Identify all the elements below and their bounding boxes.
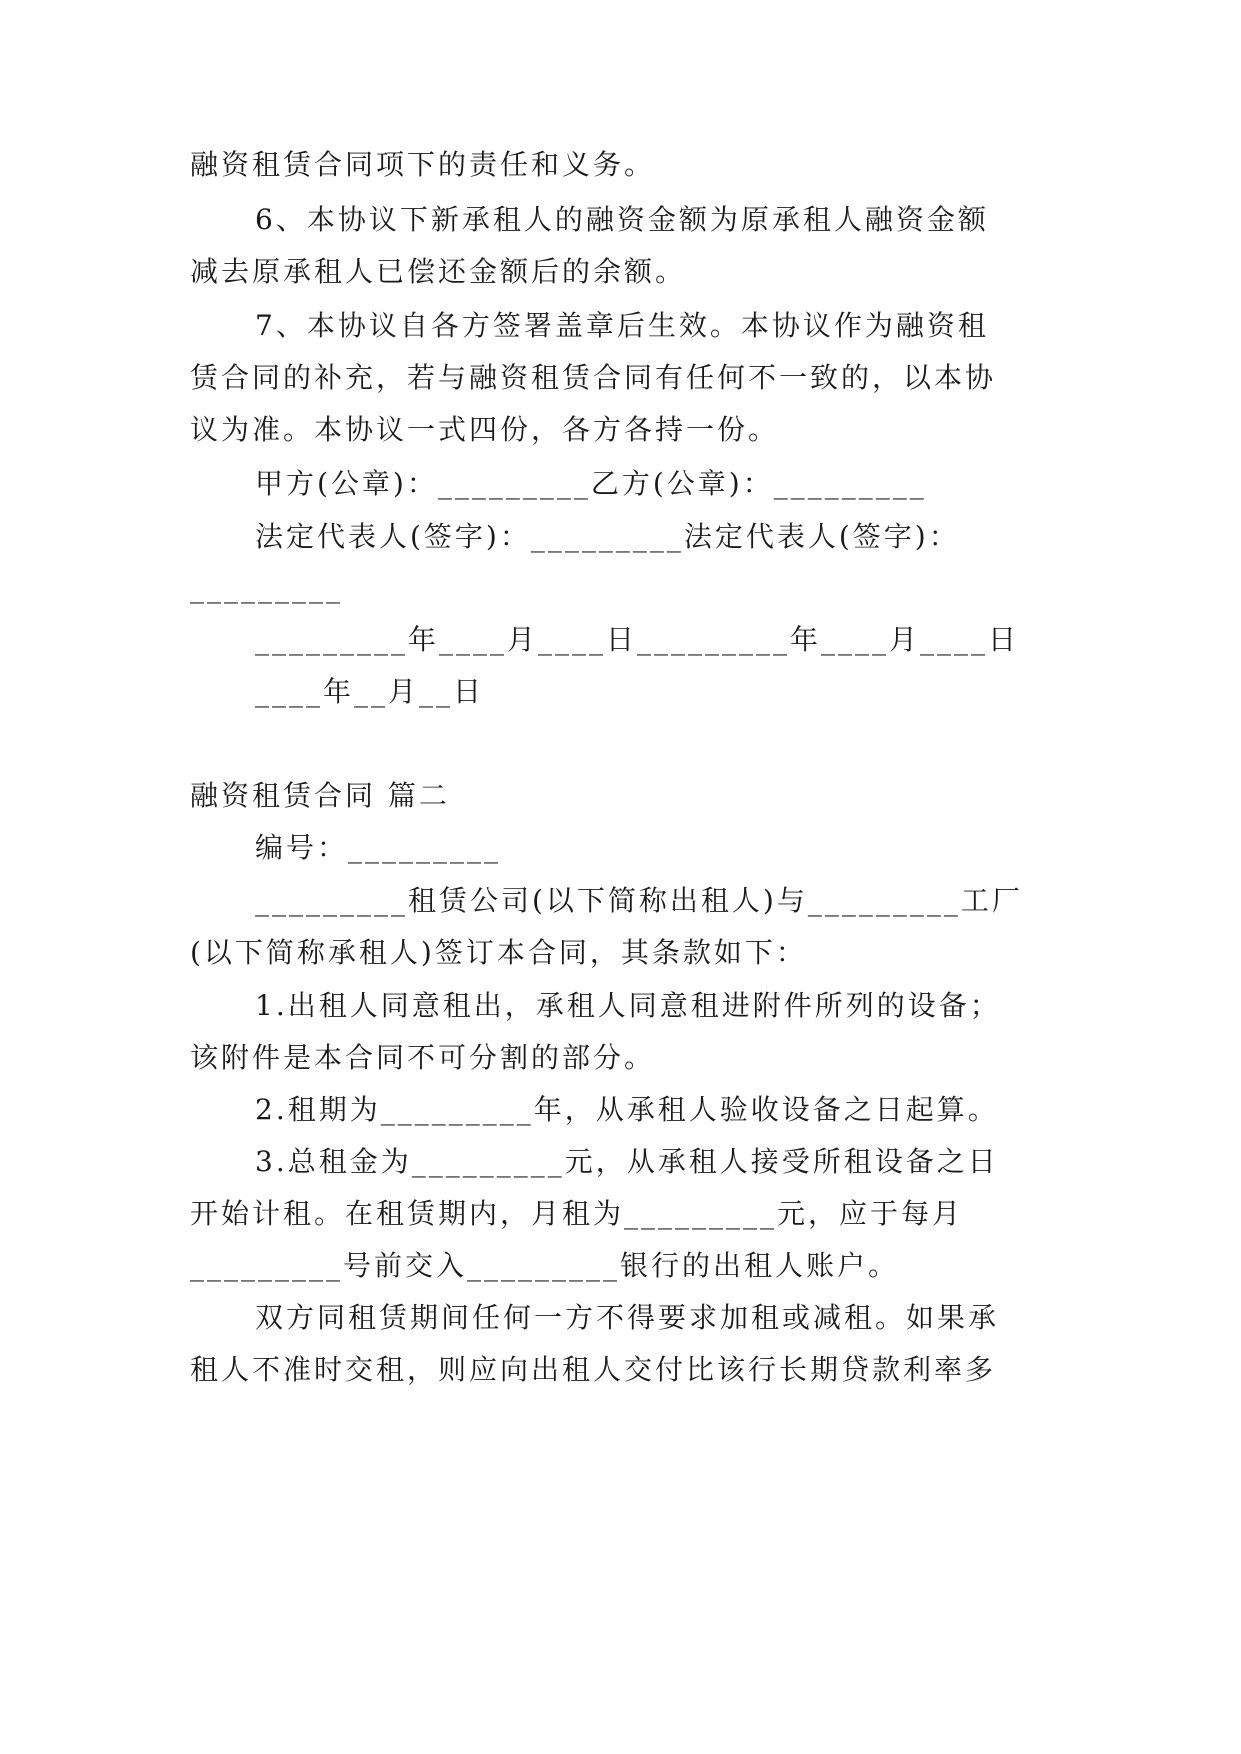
text-line: 议为准。本协议一式四份，各方各持一份。 <box>190 413 780 446</box>
contract-number-line: 编号：_________ <box>255 831 502 864</box>
section-title: 融资租赁合同 篇二 <box>190 779 450 812</box>
text-line: 融资租赁合同项下的责任和义务。 <box>190 148 656 181</box>
legal-representative-line: 法定代表人(签字)：_________法定代表人(签字)： <box>255 520 960 553</box>
text-line: _________号前交入_________银行的出租人账户。 <box>190 1249 900 1282</box>
party-seals-line: 甲方(公章)：_________乙方(公章)：_________ <box>255 467 927 500</box>
signature-blank: _________ <box>190 571 343 604</box>
text-line: 减去原承租人已偿还金额后的余额。 <box>190 255 687 288</box>
date-line: _________年____月____日_________年____月____日 <box>255 623 1020 656</box>
text-line: (以下简称承租人)签订本合同，其条款如下： <box>190 936 807 969</box>
date-line: ____年__月__日 <box>255 675 485 708</box>
parties-intro-line: _________租赁公司(以下简称出租人)与_________工厂 <box>255 884 1023 917</box>
paragraph-line: 双方同租赁期间任何一方不得要求加租或减租。如果承 <box>255 1301 1000 1334</box>
clause-2: 2.租期为_________年，从承租人验收设备之日起算。 <box>255 1093 999 1126</box>
clause-3: 3.总租金为_________元，从承租人接受所租设备之日 <box>255 1145 999 1178</box>
clause-6: 6、本协议下新承租人的融资金额为原承租人融资金额 <box>255 203 989 236</box>
text-line: 租人不准时交租，则应向出租人交付比该行长期贷款利率多 <box>190 1353 997 1386</box>
text-line: 赁合同的补充，若与融资租赁合同有任何不一致的，以本协 <box>190 361 997 394</box>
clause-1: 1.出租人同意租出，承租人同意租进附件所列的设备； <box>255 989 1001 1022</box>
clause-7: 7、本协议自各方签署盖章后生效。本协议作为融资租 <box>255 309 989 342</box>
text-line: 开始计租。在租赁期内，月租为_________元，应于每月 <box>190 1197 964 1230</box>
text-line: 该附件是本合同不可分割的部分。 <box>190 1041 656 1074</box>
